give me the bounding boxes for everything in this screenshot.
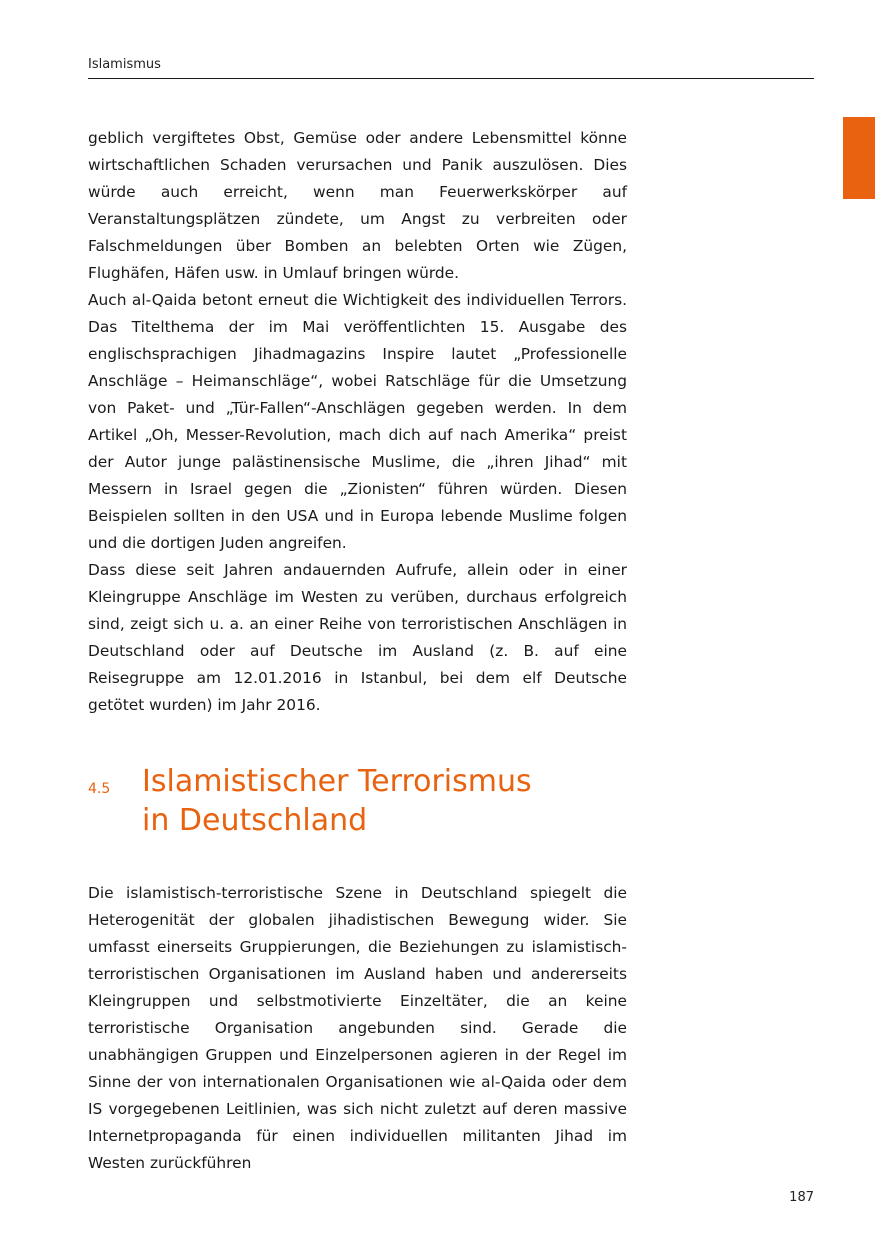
body-text-bottom [88,880,627,1177]
paragraph: geblich vergiftetes Obst, Gemüse oder andere Lebensmittel könne wirtschaftlichen Schaden verursachen und Panik auszulösen. Dies würde auch erreicht, wenn man Feuerwerkskörper auf Veranstaltungsplätzen zündete, um Angst zu verbreiten oder Falschmeldungen über Bomben an belebten Orten wie Zügen, Flughäfen, Häfen usw. in Umlauf bringen würde. [88,129,627,282]
paragraph: Dass diese seit Jahren andauernden Aufrufe, allein oder in einer Kleingruppe Anschläge im Westen zu verüben, durchaus erfolgreich sind, zeigt sich u. a. an einer Reihe von terroristischen Anschlägen in Deutschland oder auf Deutsche im Ausland (z. B. auf eine Reisegruppe am 12.01.2016 in Istanbul, bei dem elf Deutsche getötet wurden) im Jahr 2016. [88,561,627,714]
paragraph: Auch al-Qaida betont erneut die Wichtigkeit des individuellen Terrors. Das Titelthema der im Mai veröffentlichten 15. Ausgabe des englischsprachigen Jihadmagazins Inspire lautet „Professionelle Anschläge – Heimanschläge“, wobei Ratschläge für die Umsetzung von Paket- und „Tür-Fallen“-Anschlägen gegeben werden. In dem Artikel „Oh, Messer-Revolution, mach dich auf nach Amerika“ preist der Autor junge palästinensische Muslime, die „ihren Jihad“ mit Messern in Israel gegen die „Zionisten“ führen würden. Diesen Beispielen sollten in den USA und in Europa lebende Muslime folgen und die dortigen Juden angreifen. [88,291,627,552]
chapter-thumb-tab [843,117,875,199]
section-number: 4.5 [88,781,111,797]
section-title: Islamistischer Terrorismus in Deutschland [142,764,532,838]
header-rule [88,78,814,79]
page-number: 187 [789,1190,814,1205]
running-head: Islamismus [88,57,161,72]
paragraph: Die islamistisch-terroristische Szene in Deutschland spiegelt die Heterogenität der globalen jihadistischen Bewegung wider. Sie umfasst einerseits Gruppierungen, die Beziehungen zu islamistisch-terroristischen Organisationen im Ausland haben und andererseits Kleingruppen und selbstmotivierte Einzeltäter, die an keine terroristische Organisation angebunden sind. Gerade die unabhängigen Gruppen und Einzelpersonen agieren in der Regel im Sinne der von internationalen Organisationen wie al-Qaida oder dem IS vorgegebenen Leitlinien, was sich nicht zuletzt auf deren massive Internetpropaganda für einen individuellen militanten Jihad im Westen zurückführen [88,884,627,1172]
body-text-top [88,125,627,719]
